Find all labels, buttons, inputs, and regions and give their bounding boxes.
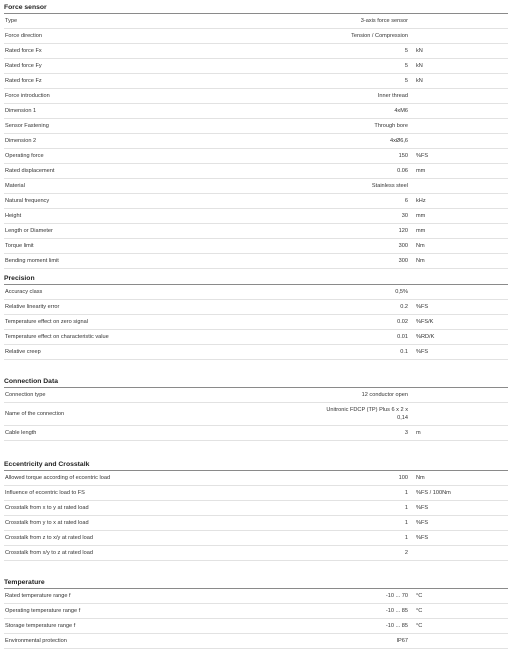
spec-value: 0,5% bbox=[395, 289, 408, 295]
spec-unit: kN bbox=[416, 48, 423, 54]
spec-rows bbox=[4, 14, 508, 269]
section-title: Temperature bbox=[4, 577, 508, 589]
spec-label: Force direction bbox=[5, 33, 42, 39]
spec-row bbox=[4, 300, 508, 315]
spec-unit: kN bbox=[416, 78, 423, 84]
spec-row bbox=[4, 619, 508, 634]
spec-value-line-1: Unitronic FDCP (TP) Plus 6 x 2 x bbox=[326, 406, 408, 413]
spec-value: 1 bbox=[404, 520, 408, 526]
spec-label: Material bbox=[5, 183, 25, 189]
section-title: Precision bbox=[4, 273, 508, 285]
spec-label: Rated force Fz bbox=[5, 78, 42, 84]
spec-value: 0.2 bbox=[400, 304, 408, 310]
spec-row bbox=[4, 194, 508, 209]
spec-label: Rated displacement bbox=[5, 168, 55, 174]
spec-label: Influence of eccentric load to FS bbox=[5, 490, 85, 496]
spec-label: Dimension 1 bbox=[5, 108, 37, 114]
spec-row bbox=[4, 486, 508, 501]
spec-value: 5 bbox=[404, 48, 408, 54]
spec-label: Relative linearity error bbox=[5, 304, 60, 310]
section-precision bbox=[4, 273, 508, 360]
spec-row bbox=[4, 531, 508, 546]
spec-value: 5 bbox=[404, 78, 408, 84]
spec-value: 300 bbox=[398, 258, 408, 264]
spec-row bbox=[4, 403, 508, 426]
spec-unit: mm bbox=[416, 228, 426, 234]
spec-rows bbox=[4, 589, 508, 649]
spec-label: Rated temperature range f bbox=[5, 593, 71, 599]
spec-value: 100 bbox=[398, 475, 408, 481]
spec-value: 30 bbox=[401, 213, 408, 219]
spec-row bbox=[4, 104, 508, 119]
spec-label: Natural frequency bbox=[5, 198, 50, 204]
spec-value-lines bbox=[326, 406, 408, 422]
section-connection-data bbox=[4, 376, 508, 441]
spec-row bbox=[4, 285, 508, 300]
spec-unit: mm bbox=[416, 213, 426, 219]
spec-row bbox=[4, 634, 508, 649]
spec-value: 5 bbox=[404, 63, 408, 69]
spec-label: Storage temperature range f bbox=[5, 623, 76, 629]
spec-row bbox=[4, 239, 508, 254]
spec-row bbox=[4, 345, 508, 360]
spec-label: Temperature effect on zero signal bbox=[5, 319, 88, 325]
spec-label: Crosstalk from x to y at rated load bbox=[5, 505, 89, 511]
spec-row bbox=[4, 516, 508, 531]
spec-row bbox=[4, 315, 508, 330]
spec-row bbox=[4, 14, 508, 29]
spec-row bbox=[4, 254, 508, 269]
spec-unit: Nm bbox=[416, 258, 425, 264]
spec-label: Environmental protection bbox=[5, 638, 67, 644]
spec-row bbox=[4, 604, 508, 619]
spec-row bbox=[4, 164, 508, 179]
spec-label: Cable length bbox=[5, 430, 37, 436]
spec-row bbox=[4, 29, 508, 44]
spec-value: 0.1 bbox=[400, 349, 408, 355]
spec-rows bbox=[4, 285, 508, 360]
spec-unit: %FS/K bbox=[416, 319, 434, 325]
spec-unit: %FS bbox=[416, 520, 429, 526]
spec-value: 1 bbox=[404, 505, 408, 511]
spec-row bbox=[4, 589, 508, 604]
spec-unit: m bbox=[416, 430, 421, 436]
spec-row bbox=[4, 89, 508, 104]
spec-label: Force introduction bbox=[5, 93, 50, 99]
spec-label: Accuracy class bbox=[5, 289, 43, 295]
spec-unit: kN bbox=[416, 63, 423, 69]
spec-label: Bending moment limit bbox=[5, 258, 59, 264]
spec-unit: %FS bbox=[416, 505, 429, 511]
spec-label: Name of the connection bbox=[5, 411, 65, 417]
spec-label: Temperature effect on characteristic value bbox=[5, 334, 109, 340]
spec-unit: %FS bbox=[416, 535, 429, 541]
spec-label: Sensor Fastening bbox=[5, 123, 49, 129]
spec-row bbox=[4, 471, 508, 486]
spec-row bbox=[4, 119, 508, 134]
spec-value: 120 bbox=[398, 228, 408, 234]
spec-value: Tension / Compression bbox=[351, 33, 408, 39]
spec-row bbox=[4, 59, 508, 74]
spec-value: 2 bbox=[404, 550, 408, 556]
spec-row bbox=[4, 134, 508, 149]
spec-label: Relative creep bbox=[5, 349, 41, 355]
spec-unit: kHz bbox=[416, 198, 426, 204]
section-temperature bbox=[4, 577, 508, 649]
spec-unit: mm bbox=[416, 168, 426, 174]
spec-label: Operating temperature range f bbox=[5, 608, 81, 614]
spec-value: -10 ... 85 bbox=[385, 623, 408, 629]
spec-value: 4xM6 bbox=[394, 108, 408, 114]
spec-label: Crosstalk from x/y to z at rated load bbox=[5, 550, 93, 556]
spec-rows bbox=[4, 471, 508, 561]
spec-row bbox=[4, 209, 508, 224]
spec-row bbox=[4, 179, 508, 194]
spec-row bbox=[4, 224, 508, 239]
spec-value: 300 bbox=[398, 243, 408, 249]
spec-label: Crosstalk from z to x/y at rated load bbox=[5, 535, 93, 541]
spec-label: Rated force Fy bbox=[5, 63, 42, 69]
section-eccentricity-crosstalk bbox=[4, 459, 508, 561]
spec-row bbox=[4, 74, 508, 89]
spec-label: Crosstalk from y to x at rated load bbox=[5, 520, 89, 526]
spec-unit: Nm bbox=[416, 475, 425, 481]
spec-value: IP67 bbox=[396, 638, 408, 644]
spec-value: 150 bbox=[398, 153, 408, 159]
spec-value: 0.01 bbox=[397, 334, 408, 340]
spec-value bbox=[326, 403, 408, 425]
spec-value: 12 conductor open bbox=[361, 392, 408, 398]
spec-unit: °C bbox=[416, 608, 423, 614]
spec-value: 6 bbox=[404, 198, 408, 204]
spec-unit: %FS / 100Nm bbox=[416, 490, 451, 496]
spec-label: Allowed torque according of eccentric load bbox=[5, 475, 111, 481]
spec-value: -10 ... 85 bbox=[385, 608, 408, 614]
spec-value: 4xØ6,6 bbox=[389, 138, 408, 144]
spec-value: 3 bbox=[404, 430, 408, 436]
spec-unit: Nm bbox=[416, 243, 425, 249]
spec-value: 1 bbox=[404, 535, 408, 541]
spec-label: Rated force Fx bbox=[5, 48, 42, 54]
spec-unit: °C bbox=[416, 623, 423, 629]
spec-value: 0.06 bbox=[397, 168, 408, 174]
spec-value: -10 ... 70 bbox=[385, 593, 408, 599]
spec-label: Type bbox=[5, 18, 18, 24]
section-force-sensor bbox=[4, 2, 508, 269]
spec-value: 1 bbox=[404, 490, 408, 496]
spec-value-line-2: 0,14 bbox=[397, 414, 408, 421]
spec-unit: %FS bbox=[416, 153, 429, 159]
section-title: Eccentricity and Crosstalk bbox=[4, 459, 508, 471]
spec-value: 0.02 bbox=[397, 319, 408, 325]
spec-row bbox=[4, 330, 508, 345]
spec-row bbox=[4, 149, 508, 164]
spec-unit: °C bbox=[416, 593, 423, 599]
spec-value: Inner thread bbox=[377, 93, 408, 99]
spec-value: 3-axis force sensor bbox=[360, 18, 408, 24]
spec-rows bbox=[4, 388, 508, 441]
spec-label: Height bbox=[5, 213, 22, 219]
spec-row bbox=[4, 501, 508, 516]
spec-unit: %FS bbox=[416, 349, 429, 355]
section-title: Connection Data bbox=[4, 376, 508, 388]
spec-value: Through bore bbox=[374, 123, 408, 129]
spec-row bbox=[4, 546, 508, 561]
spec-label: Length or Diameter bbox=[5, 228, 53, 234]
spec-unit: %RD/K bbox=[416, 334, 435, 340]
spec-row bbox=[4, 44, 508, 59]
spec-value: Stainless steel bbox=[371, 183, 408, 189]
spec-row bbox=[4, 388, 508, 403]
section-title: Force sensor bbox=[4, 2, 508, 14]
spec-label: Dimension 2 bbox=[5, 138, 37, 144]
spec-label: Connection type bbox=[5, 392, 46, 398]
spec-row bbox=[4, 426, 508, 441]
spec-unit: %FS bbox=[416, 304, 429, 310]
spec-label: Torque limit bbox=[5, 243, 34, 249]
spec-label: Operating force bbox=[5, 153, 44, 159]
